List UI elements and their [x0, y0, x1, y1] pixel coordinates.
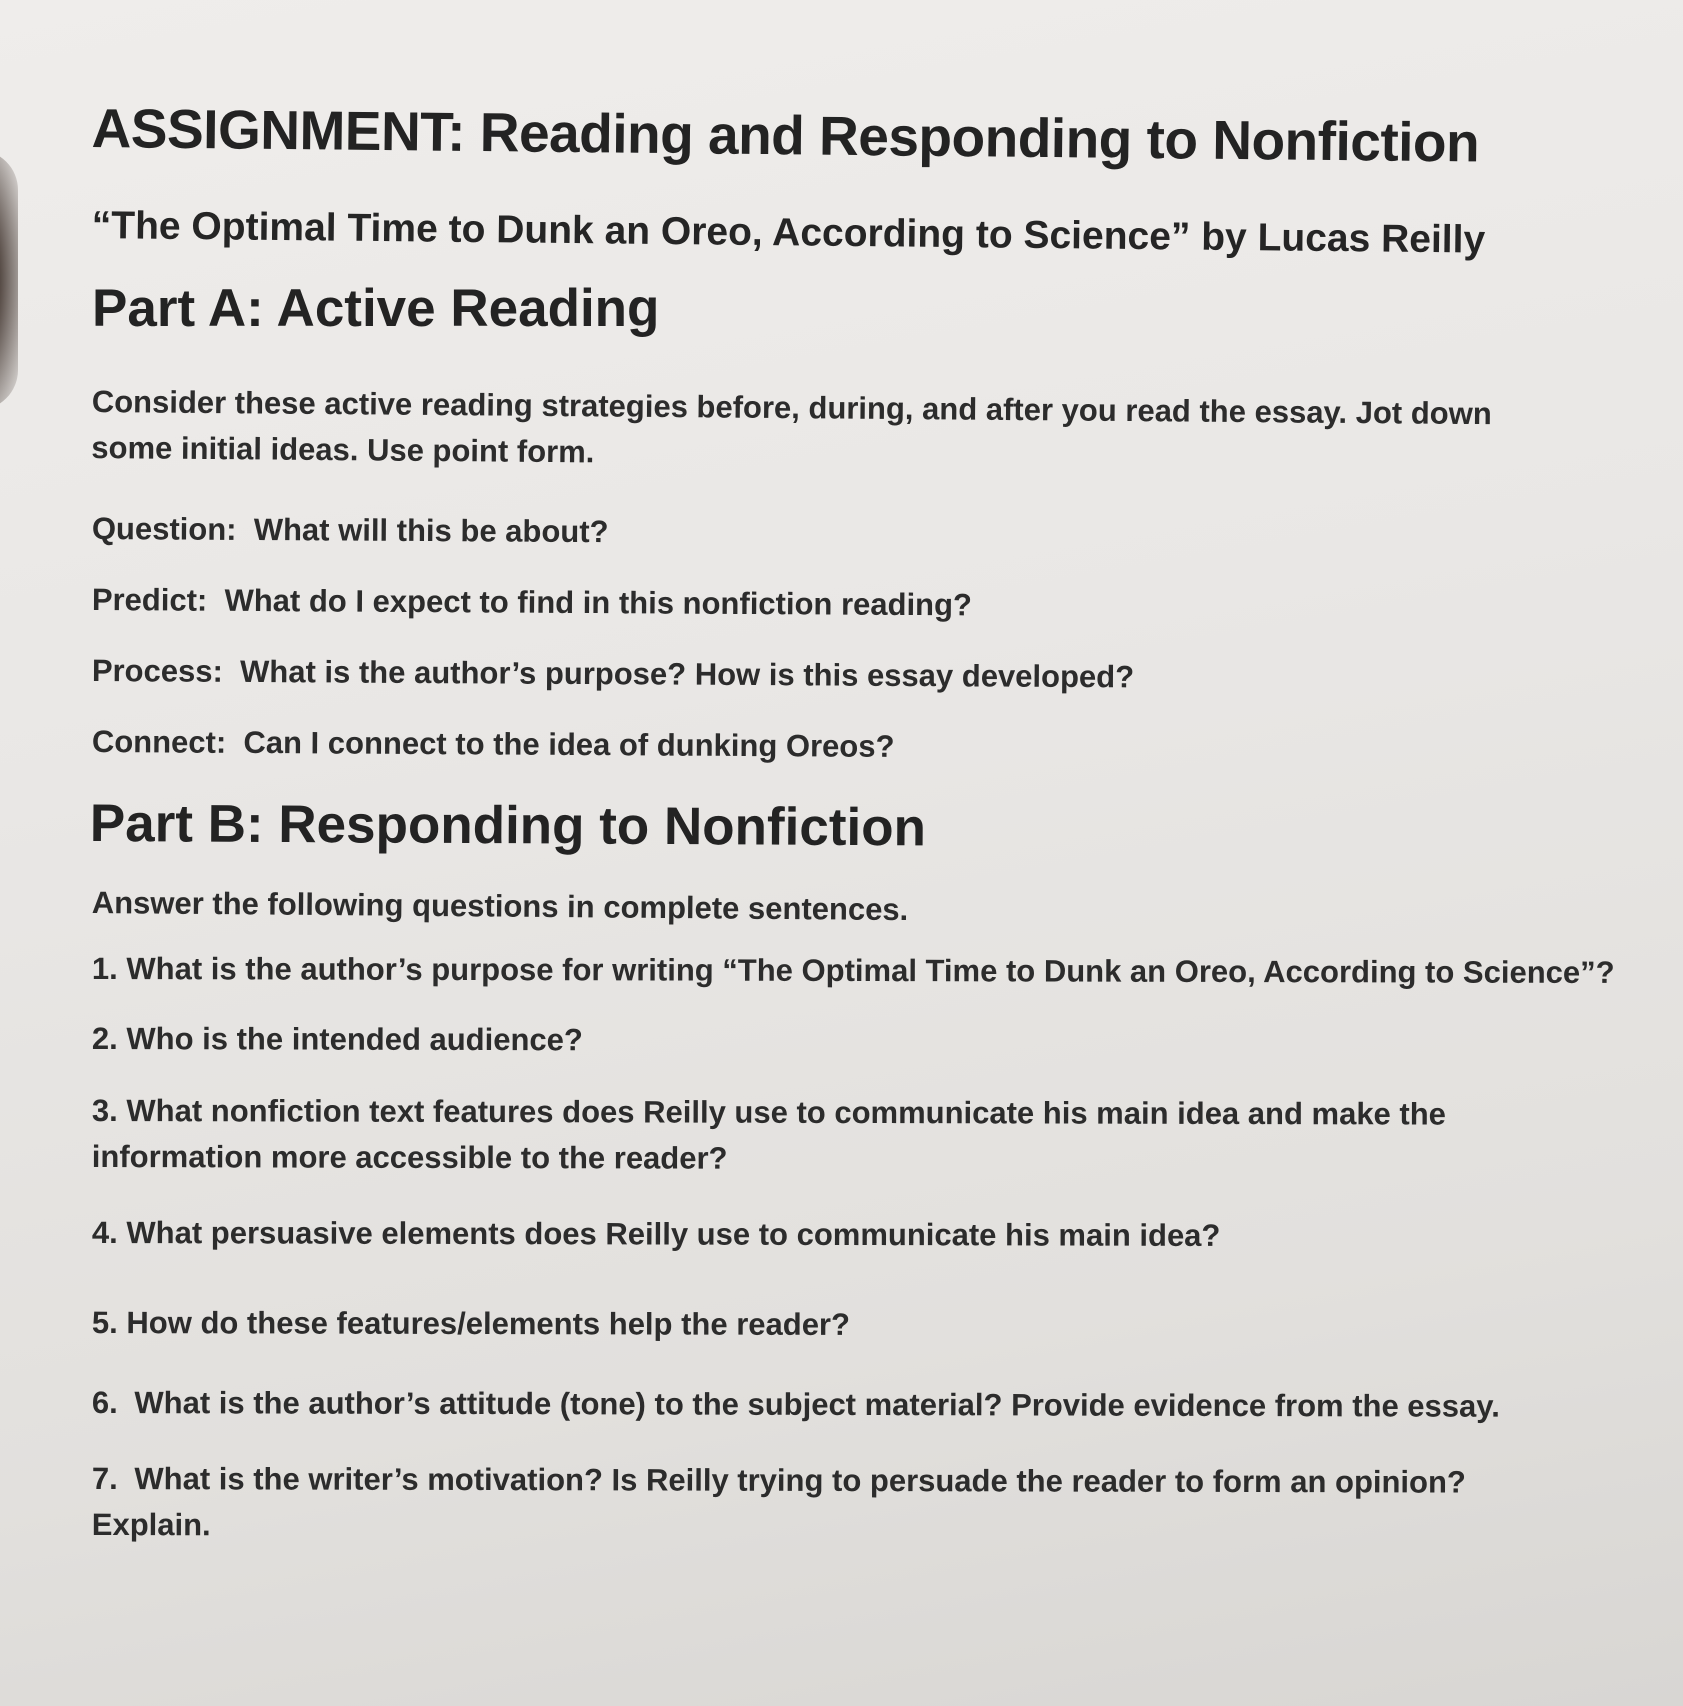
question-number: 7.	[91, 1461, 118, 1497]
question-number: 1.	[91, 951, 118, 987]
question-number: 2.	[91, 1021, 118, 1057]
strategy-label: Question:	[91, 510, 237, 547]
strategy-label: Process:	[91, 653, 223, 689]
question-number: 5.	[91, 1305, 118, 1341]
question-text: How do these features/elements help the reader?	[126, 1305, 851, 1342]
part-b-heading: Part B: Responding to Nonfiction	[89, 794, 927, 858]
assignment-content	[89, 96, 1615, 1543]
part-a-heading: Part A: Active Reading	[92, 279, 660, 338]
finger-shadow	[0, 150, 18, 410]
strategy-text: What do I expect to find in this nonfiction reading?	[224, 582, 973, 623]
question-item	[92, 1300, 1592, 1384]
strategy-text: Can I connect to the idea of dunking Oreos?	[243, 724, 895, 764]
question-text: What is the author’s purpose for writing “The Optimal Time to Dunk an Oreo, According to Science”?	[126, 951, 1615, 990]
assignment-title: ASSIGNMENT: Reading and Responding to Nonfiction	[91, 96, 1480, 174]
strategy-text: What is the author’s purpose? How is this essay developed?	[239, 653, 1135, 695]
part-b-instructions: Answer the following questions in complete sentences.	[91, 884, 909, 928]
question-text: What is the author’s attitude (tone) to the subject material? Provide evidence from the essay.	[134, 1385, 1500, 1424]
strategy-label: Connect:	[91, 724, 227, 760]
reading-strategies	[92, 509, 1592, 793]
question-text: What persuasive elements does Reilly use to communicate his main idea?	[126, 1215, 1221, 1253]
question-text: What nonfiction text features does Reilly use to communicate his main idea and make the information more accessible to the reader?	[91, 1093, 1446, 1176]
question-item	[92, 1210, 1592, 1304]
question-number: 6.	[91, 1385, 118, 1421]
question-number: 4.	[91, 1215, 118, 1251]
question-item	[92, 1380, 1592, 1460]
strategy-label: Predict:	[91, 581, 208, 618]
strategy-predict	[92, 580, 1592, 660]
strategy-question	[92, 509, 1592, 589]
strategy-process	[92, 651, 1592, 731]
question-item	[91, 946, 1615, 1020]
part-a-instructions: Consider these active reading strategies before, during, and after you read the essay. Jot down some initial ideas. Use point form.	[91, 383, 1492, 470]
question-item	[91, 1456, 1592, 1543]
strategy-text: What will this be about?	[253, 511, 609, 550]
essay-citation: “The Optimal Time to Dunk an Oreo, According to Science” by Lucas Reilly	[91, 204, 1486, 262]
strategy-connect	[92, 722, 1592, 802]
question-list	[91, 946, 1615, 1543]
question-text: Who is the intended audience?	[126, 1021, 583, 1058]
question-text: What is the writer’s motivation? Is Reilly trying to persuade the reader to form an opinion? Explain.	[91, 1461, 1466, 1543]
question-item	[92, 1016, 1592, 1092]
question-number: 3.	[91, 1093, 118, 1129]
question-item	[92, 1088, 1512, 1214]
